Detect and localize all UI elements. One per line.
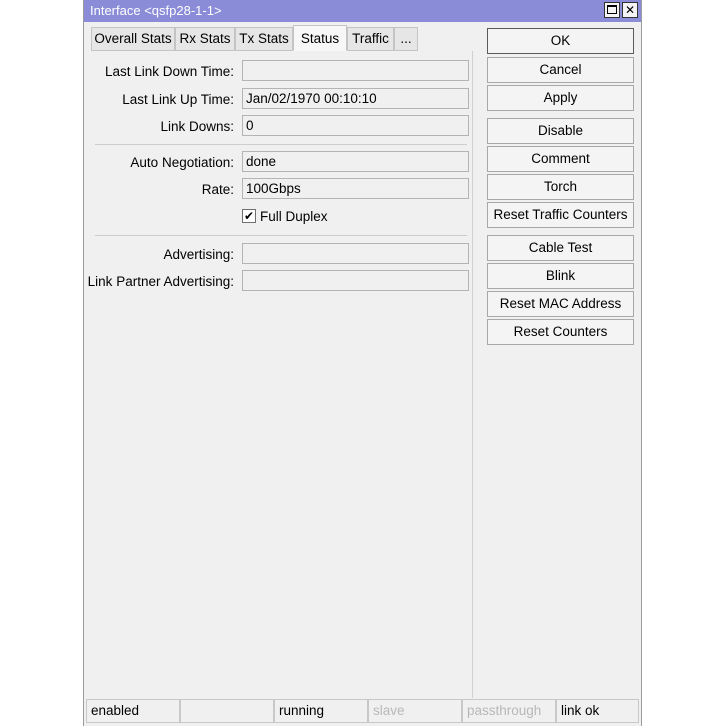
separator bbox=[95, 144, 467, 145]
full-duplex-label: Full Duplex bbox=[260, 209, 328, 224]
last-link-up-label: Last Link Up Time: bbox=[122, 92, 234, 107]
maximize-button[interactable] bbox=[604, 2, 620, 18]
rate-label: Rate: bbox=[201, 182, 234, 197]
status-enabled: enabled bbox=[86, 699, 180, 723]
cancel-button[interactable]: Cancel bbox=[487, 57, 634, 83]
rate-field[interactable]: 100Gbps bbox=[242, 178, 469, 199]
link-partner-advertising-label: Link Partner Advertising: bbox=[87, 274, 234, 289]
apply-button[interactable]: Apply bbox=[487, 85, 634, 111]
full-duplex-checkbox[interactable] bbox=[242, 209, 256, 223]
disable-button[interactable]: Disable bbox=[487, 118, 634, 144]
status-bar bbox=[84, 699, 641, 726]
torch-button[interactable]: Torch bbox=[487, 174, 634, 200]
maximize-icon bbox=[607, 5, 617, 14]
cable-test-button[interactable]: Cable Test bbox=[487, 235, 634, 261]
reset-traffic-counters-button[interactable]: Reset Traffic Counters bbox=[487, 202, 634, 228]
advertising-field[interactable] bbox=[242, 243, 469, 264]
close-button[interactable] bbox=[622, 2, 638, 18]
status-passthrough: passthrough bbox=[462, 699, 556, 723]
last-link-down-label: Last Link Down Time: bbox=[104, 64, 234, 79]
tab-status[interactable]: Status bbox=[293, 25, 347, 51]
status-panel bbox=[89, 51, 473, 698]
advertising-label: Advertising: bbox=[163, 247, 234, 262]
ok-button[interactable]: OK bbox=[487, 28, 634, 54]
last-link-up-field[interactable]: Jan/02/1970 00:10:10 bbox=[242, 88, 469, 109]
window-title: Interface <qsfp28-1-1> bbox=[90, 3, 222, 18]
blink-button[interactable]: Blink bbox=[487, 263, 634, 289]
tab-more[interactable]: ... bbox=[394, 27, 418, 51]
link-downs-label: Link Downs: bbox=[160, 119, 234, 134]
reset-counters-button[interactable]: Reset Counters bbox=[487, 319, 634, 345]
auto-negotiation-field[interactable]: done bbox=[242, 151, 469, 172]
status-link: link ok bbox=[556, 699, 639, 723]
status-slave: slave bbox=[368, 699, 462, 723]
title-bar[interactable] bbox=[84, 0, 641, 22]
last-link-down-field[interactable] bbox=[242, 60, 469, 81]
link-partner-advertising-field[interactable] bbox=[242, 270, 469, 291]
interface-window bbox=[83, 0, 642, 726]
comment-button[interactable]: Comment bbox=[487, 146, 634, 172]
status-empty bbox=[180, 699, 274, 723]
status-running: running bbox=[274, 699, 368, 723]
tab-rx-stats[interactable]: Rx Stats bbox=[175, 27, 235, 51]
tab-traffic[interactable]: Traffic bbox=[347, 27, 394, 51]
checkmark-icon: ✔ bbox=[243, 209, 255, 223]
separator bbox=[95, 235, 467, 236]
link-downs-field[interactable]: 0 bbox=[242, 115, 469, 136]
close-icon: ✕ bbox=[624, 3, 636, 17]
tab-tx-stats[interactable]: Tx Stats bbox=[235, 27, 293, 51]
auto-negotiation-label: Auto Negotiation: bbox=[130, 155, 234, 170]
reset-mac-address-button[interactable]: Reset MAC Address bbox=[487, 291, 634, 317]
tab-overall-stats[interactable]: Overall Stats bbox=[91, 27, 175, 51]
